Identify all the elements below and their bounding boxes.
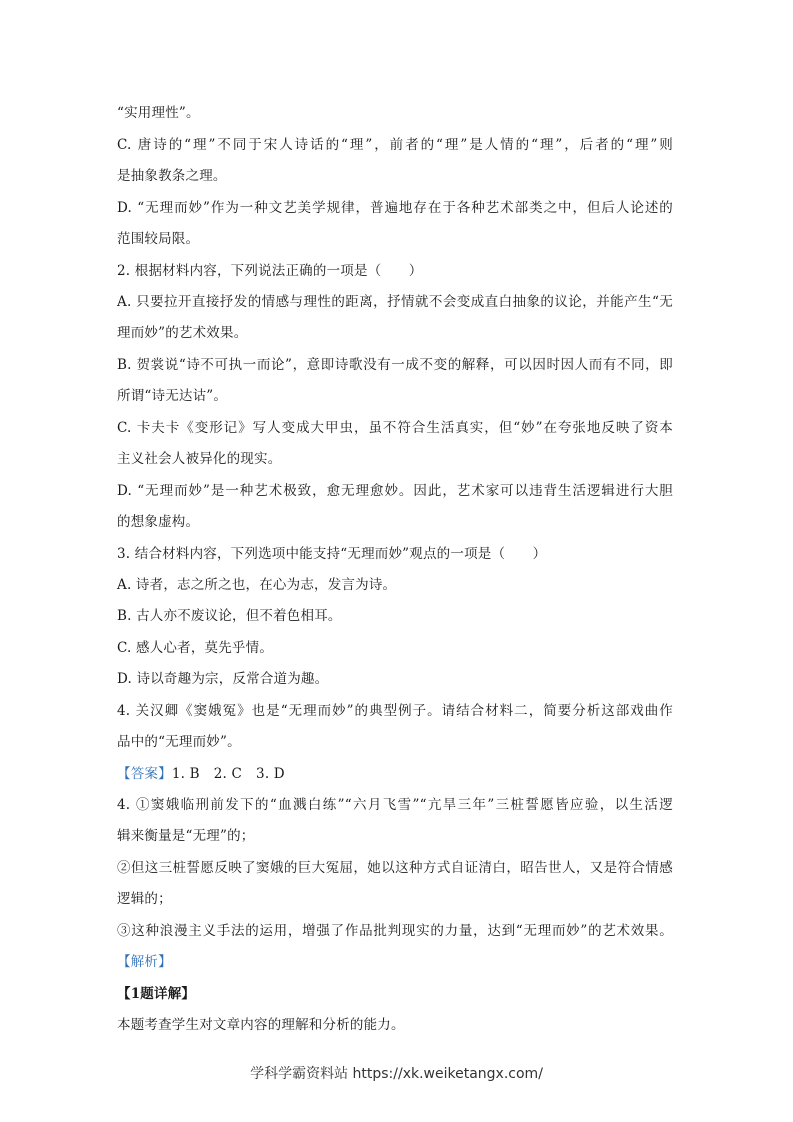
text-line-21: 品中的“无理而妙”。 <box>117 734 241 750</box>
text-line-8: 理而妙”的艺术效果。 <box>117 325 248 341</box>
text-line-4: D. “无理而妙”作为一种文艺美学规律，普遍地存在于各种艺术部类之中，但后人论述的 <box>117 200 673 216</box>
text-line-19: D. 诗以奇趣为宗，反常合道为趣。 <box>117 671 329 687</box>
text-line-16: A. 诗者，志之所之也，在心为志，发言为诗。 <box>117 577 397 593</box>
answer-tag: 【答案】 <box>117 766 172 782</box>
text-line-5: 范围较局限。 <box>117 231 200 247</box>
text-line-12: 主义社会人被异化的现实。 <box>117 451 282 467</box>
answer-line <box>117 764 285 784</box>
answer-line-1: 4. ①窦娥临刑前发下的“血溅白练”“六月飞雪”“亢旱三年”三桩誓愿皆应验，以生活逻 <box>117 797 673 813</box>
analysis-tag: 【解析】 <box>117 954 172 970</box>
text-line-3: 是抽象教条之理。 <box>117 168 227 184</box>
text-line-10: 所谓“诗无达诂”。 <box>117 388 228 404</box>
answer-line-5: ③这种浪漫主义手法的运用，增强了作品批判现实的力量，达到“无理而妙”的艺术效果。 <box>117 923 673 939</box>
text-line-18: C. 感人心者，莫先乎情。 <box>117 640 274 656</box>
text-line-7: A. 只要拉开直接抒发的情感与理性的距离，抒情就不会变成直白抽象的议论，并能产生“无 <box>117 294 673 310</box>
answer-item-1: 1. B <box>171 766 200 782</box>
answer-line-3: ②但这三桩誓愿反映了窦娥的巨大冤屈，她以这种方式自证清白，昭告世人，又是符合情感 <box>117 860 673 876</box>
text-line-9: B. 贺裳说“诗不可执一而论”，意即诗歌没有一成不变的解释，可以因时因人而有不同，即 <box>117 357 673 373</box>
text-line-20: 4. 关汉卿《窦娥冤》也是“无理而妙”的典型例子。请结合材料二，简要分析这部戏曲作 <box>117 703 673 719</box>
footer-watermark: 学科学霸资料站 https://xk.weiketangx.com/ <box>250 1066 543 1082</box>
answer-item-3: 3. D <box>256 766 285 782</box>
text-line-1: “实用理性”。 <box>117 105 200 121</box>
answer-item-2: 2. C <box>213 766 243 782</box>
text-line-6: 2. 根据材料内容，下列说法正确的一项是（ ） <box>117 263 423 279</box>
detail-heading: 【1题详解】 <box>117 986 196 1002</box>
text-line-2: C. 唐诗的“理”不同于宋人诗话的“理”，前者的“理”是人情的“理”，后者的“理”则 <box>117 137 673 153</box>
detail-text: 本题考查学生对文章内容的理解和分析的能力。 <box>117 1017 405 1033</box>
text-line-11: C. 卡夫卡《变形记》写人变成大甲虫，虽不符合生活真实，但“妙”在夸张地反映了资本 <box>117 420 673 436</box>
text-line-13: D. “无理而妙”是一种艺术极致，愈无理愈妙。因此，艺术家可以违背生活逻辑进行大胆 <box>117 483 673 499</box>
answer-line-2: 辑来衡量是“无理”的； <box>117 828 255 844</box>
text-line-17: B. 古人亦不废议论，但不着色相耳。 <box>117 608 342 624</box>
text-line-14: 的想象虚构。 <box>117 514 200 530</box>
answer-line-4: 逻辑的； <box>117 891 172 907</box>
text-line-15: 3. 结合材料内容，下列选项中能支持“无理而妙”观点的一项是（ ） <box>117 546 547 562</box>
